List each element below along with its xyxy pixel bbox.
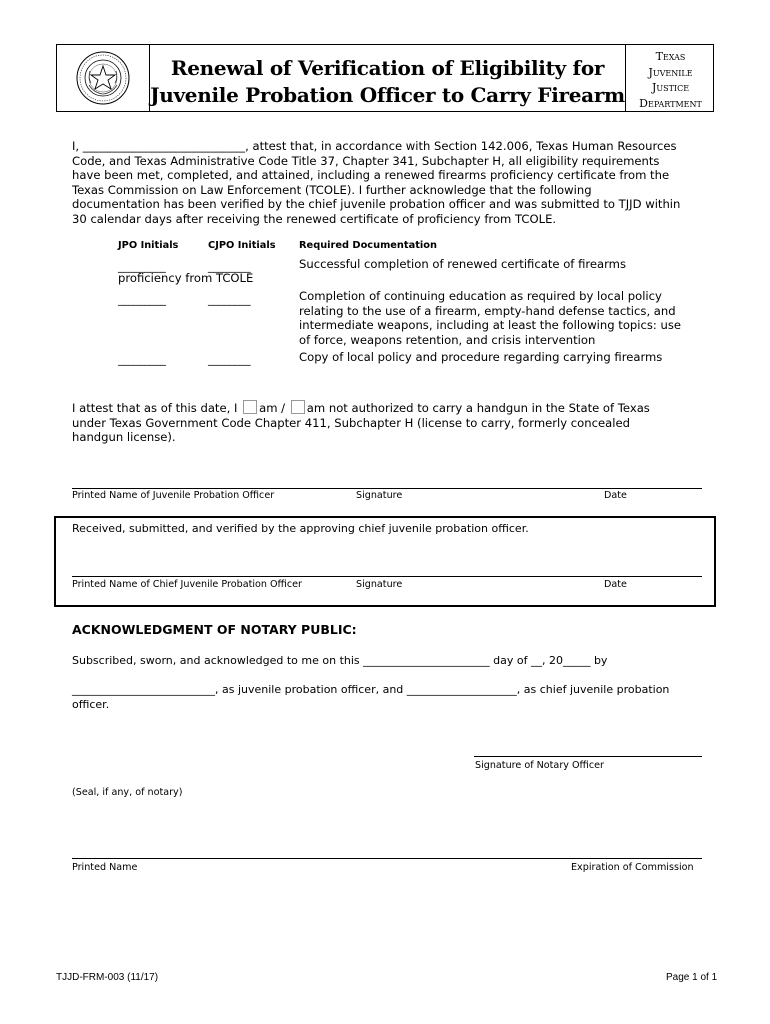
agency-line: Justice [651, 81, 690, 94]
cjpo-initials-field[interactable]: ________ [208, 353, 251, 366]
chief-date-label: Date [604, 579, 627, 590]
documentation-line: Completion of continuing education as required by local policy [299, 289, 662, 303]
attestation-line: Code, and Texas Administrative Code Title 37, Chapter 341, Subchapter H, all eligibility requirements [72, 153, 660, 168]
attestation-line: Texas Commission on Law Enforcement (TCOLE). I further acknowledge that the following [72, 182, 592, 197]
page-number: Page 1 of 1 [666, 972, 718, 983]
jpo-initials-field[interactable]: _________ [118, 293, 166, 306]
form-title [150, 55, 625, 109]
jpo-printed-name-label: Printed Name of Juvenile Probation Officer [72, 490, 275, 501]
notary-signature-line[interactable] [474, 756, 702, 757]
notary-sworn-statement: Subscribed, sworn, and acknowledged to me on this _______________________ day of __, 20_____ by [72, 654, 608, 667]
am-not-authorized-checkbox[interactable] [291, 400, 305, 414]
documentation-item: Successful completion of renewed certificate of firearms [299, 257, 627, 271]
chief-signature-label: Signature [356, 579, 403, 590]
handgun-text: am not authorized to carry a handgun in the State of Texas [306, 401, 650, 415]
column-header-cjpo-initials: CJPO Initials [208, 240, 276, 251]
agency-line: Department [639, 96, 702, 110]
attestation-line: 30 calendar days after receiving the renewed certificate of proficiency from TCOLE. [72, 211, 557, 226]
cjpo-initials-field[interactable]: ________ [208, 293, 251, 306]
cjpo-initials-field[interactable]: ________ [208, 260, 251, 273]
am-authorized-checkbox[interactable] [243, 400, 257, 414]
attestation-paragraph [72, 139, 722, 227]
notary-signature-label: Signature of Notary Officer [475, 760, 604, 771]
chief-printed-name-label: Printed Name of Chief Juvenile Probation Officer [72, 579, 302, 590]
handgun-line: under Texas Government Code Chapter 411, Subchapter H (license to carry, formerly concealed [72, 415, 630, 430]
chief-signature-line[interactable] [72, 576, 702, 577]
handgun-line-1 [72, 400, 722, 416]
documentation-item-continued: proficiency from TCOLE [118, 271, 254, 285]
jpo-date-label: Date [604, 490, 627, 501]
notary-printed-name-label: Printed Name [72, 862, 138, 873]
notary-seal-label: (Seal, if any, of notary) [72, 787, 183, 798]
jpo-initials-field[interactable]: _________ [118, 353, 166, 366]
documentation-line: relating to the use of a firearm, empty-hand defense tactics, and [299, 303, 676, 318]
attestation-line: documentation has been verified by the chief juvenile probation officer and was submitted to TJJD within [72, 197, 681, 212]
handgun-text: I attest that as of this date, I [72, 401, 238, 415]
notary-expiration-label: Expiration of Commission [571, 862, 694, 873]
jpo-initials-field[interactable]: _________ [118, 260, 166, 273]
column-header-jpo-initials: JPO Initials [118, 240, 179, 251]
documentation-line: intermediate weapons, including at least the following topics: use [299, 318, 682, 333]
notary-officers-line: officer. [72, 697, 110, 711]
handgun-attestation [72, 400, 722, 445]
handgun-text: am / [259, 401, 286, 415]
jpo-signature-line[interactable] [72, 488, 702, 489]
attestation-line: have been met, completed, and attained, including a renewed firearms proficiency certificate from the [72, 168, 670, 183]
agency-line: Texas [655, 50, 686, 63]
documentation-line: of force, weapons retention, and crisis intervention [299, 332, 596, 347]
form-id: TJJD-FRM-003 (11/17) [56, 972, 159, 983]
agency-name [626, 49, 715, 111]
jpo-signature-label: Signature [356, 490, 403, 501]
notary-officers-statement [72, 683, 722, 712]
attestation-line: I, ____________________________, attest that, in accordance with Section 142.006, Texas Human Resources [72, 139, 677, 153]
chief-statement: Received, submitted, and verified by the approving chief juvenile probation officer. [72, 522, 529, 535]
column-header-required-documentation: Required Documentation [299, 240, 437, 251]
documentation-item: Copy of local policy and procedure regarding carrying firearms [299, 350, 663, 364]
notary-heading: ACKNOWLEDGMENT OF NOTARY PUBLIC: [72, 622, 357, 637]
form-title-line-1: Renewal of Verification of Eligibility for [170, 56, 605, 80]
handgun-line: handgun license). [72, 430, 176, 445]
notary-officers-line: __________________________, as juvenile probation officer, and ____________________, as chief juvenile probation [72, 683, 670, 696]
texas-seal-icon [76, 51, 130, 105]
agency-line: Juvenile [648, 65, 693, 79]
form-header [56, 44, 714, 112]
documentation-item [299, 289, 681, 347]
form-title-line-2: Juvenile Probation Officer to Carry Firearm [150, 83, 625, 107]
notary-printed-name-line[interactable] [72, 858, 702, 859]
